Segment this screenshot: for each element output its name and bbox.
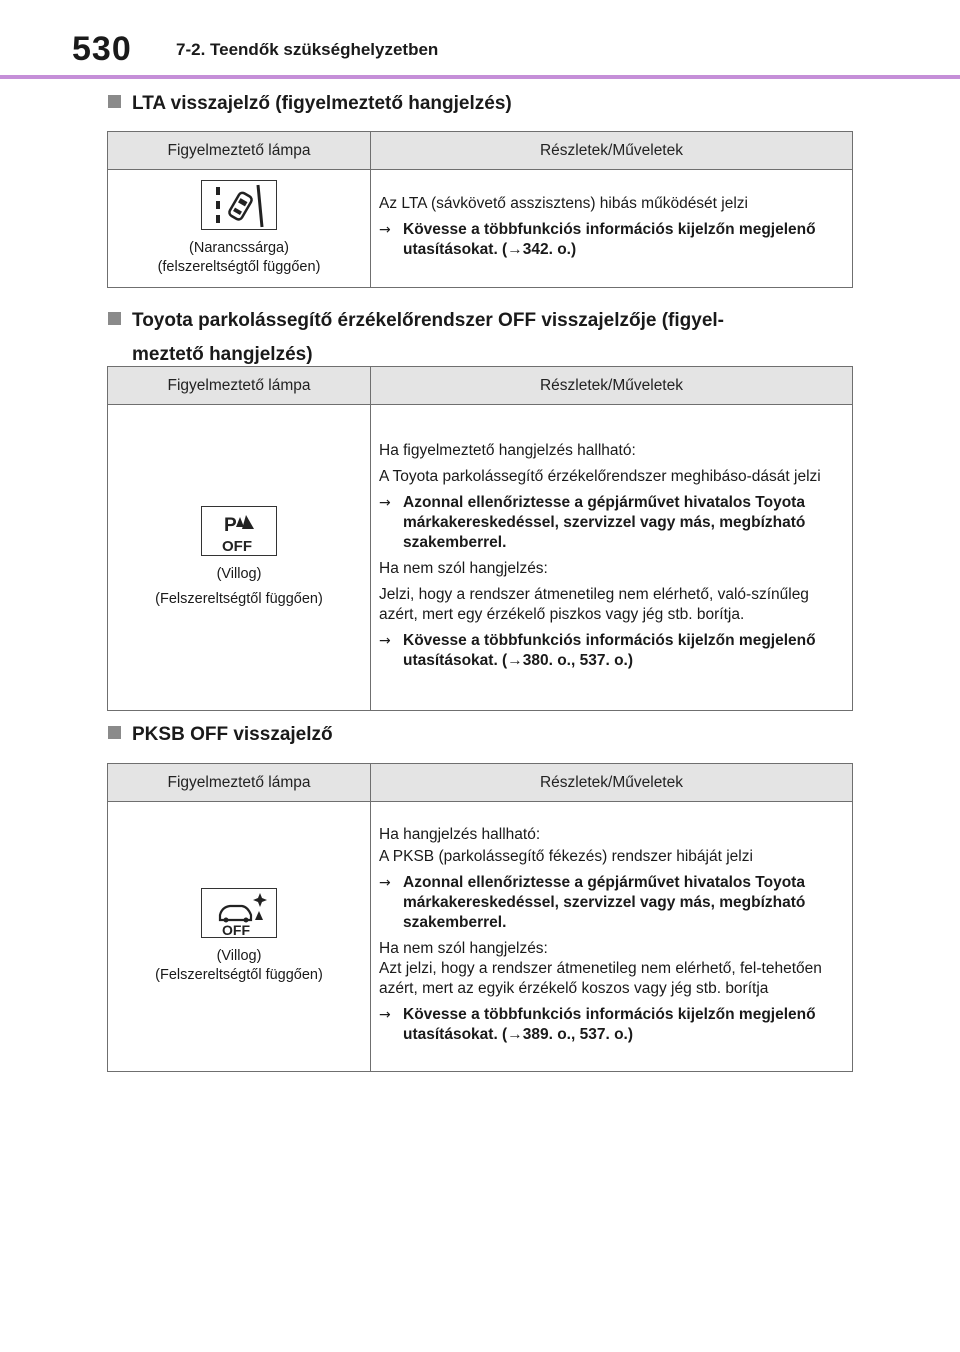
lamp-caption-color: (Narancssárga)	[189, 240, 289, 256]
detail-text: Az LTA (sávkövető asszisztens) hibás működését jelzi	[379, 194, 748, 212]
lamp-caption-blink: (Villog)	[216, 948, 262, 964]
page-number: 530	[72, 30, 132, 68]
lamp-caption-equipment: (Felszereltségtől függően)	[155, 591, 323, 607]
bullet-square-icon	[108, 312, 121, 325]
column-header-details: Részletek/Műveletek	[371, 764, 853, 802]
arrow-icon: →	[379, 221, 391, 238]
arrow-icon: →	[379, 874, 391, 891]
column-header-details: Részletek/Műveletek	[371, 132, 853, 170]
detail-text: Ha nem szól hangjelzés:	[379, 559, 548, 577]
svg-text:P: P	[224, 515, 237, 536]
detail-text: Azt jelzi, hogy a rendszer átmenetileg nem elérhető, fel-tehetően azért, mert az egyik érzékelő koszos vagy jég stb. borítja	[379, 959, 822, 997]
lamp-caption-blink: (Villog)	[216, 566, 262, 582]
heading-pksb: PKSB OFF visszajelző	[108, 718, 333, 752]
action-item: → Kövesse a többfunkciós információs kijelzőn megjelenő utasításokat. (→389. o., 537. o.)	[379, 1005, 816, 1043]
table-header-row	[108, 367, 853, 405]
svg-text:OFF: OFF	[222, 538, 252, 555]
header-divider	[0, 75, 960, 79]
page-reference: 389. o., 537. o.)	[522, 1025, 634, 1043]
table-header-row	[108, 132, 853, 170]
action-item: → Kövesse a többfunkciós információs kijelzőn megjelenő utasításokat. (→380. o., 537. o.)	[379, 631, 816, 669]
bullet-square-icon	[108, 726, 121, 739]
page-reference: 342. o.)	[522, 240, 577, 258]
table-row	[108, 802, 853, 1072]
table-row	[108, 170, 853, 288]
table-header-row	[108, 764, 853, 802]
arrow-icon: →	[379, 1006, 391, 1023]
page-header	[0, 0, 960, 78]
pksb-off-icon	[201, 888, 277, 938]
detail-text: Ha hangjelzés hallható:	[379, 825, 541, 843]
column-header-details: Részletek/Műveletek	[371, 367, 853, 405]
section-title: 7-2. Teendők szükséghelyzetben	[176, 40, 439, 59]
lamp-cell	[108, 405, 371, 711]
detail-cell	[371, 405, 853, 711]
page-reference: 380. o., 537. o.)	[522, 651, 634, 669]
detail-cell	[371, 802, 853, 1072]
detail-text: A PKSB (parkolássegítő fékezés) rendszer hibáját jelzi	[379, 847, 753, 865]
column-header-lamp: Figyelmeztető lámpa	[108, 367, 371, 405]
table-pksb	[107, 763, 853, 1072]
detail-cell	[371, 170, 853, 288]
action-item: → Kövesse a többfunkciós információs kijelzőn megjelenő utasításokat. (→342. o.)	[379, 220, 816, 258]
column-header-lamp: Figyelmeztető lámpa	[108, 132, 371, 170]
table-lta	[107, 131, 853, 288]
detail-text: A Toyota parkolássegítő érzékelőrendszer meghibáso-dását jelzi	[379, 467, 821, 485]
heading-parking-sensor: Toyota parkolássegítő érzékelőrendszer OFF visszajelzője (figyel- meztető hangjelzés)	[108, 304, 724, 372]
lane-departure-icon	[201, 180, 277, 230]
table-parking-sensor	[107, 366, 853, 711]
arrow-icon: →	[379, 494, 391, 511]
column-header-lamp: Figyelmeztető lámpa	[108, 764, 371, 802]
action-item: → Azonnal ellenőriztesse a gépjárművet hivatalos Toyota márkakereskedéssel, szervizzel vagy más, megbízható szakemberrel.	[379, 873, 806, 931]
lamp-cell	[108, 170, 371, 288]
detail-text: Jelzi, hogy a rendszer átmenetileg nem elérhető, való-színűleg azért, mert egy érzékelő piszkos vagy jég stb. borítja.	[379, 585, 809, 623]
heading-lta: LTA visszajelző (figyelmeztető hangjelzés)	[108, 87, 512, 121]
arrow-icon: →	[379, 632, 391, 649]
bullet-square-icon	[108, 95, 121, 108]
action-item: → Azonnal ellenőriztesse a gépjárművet hivatalos Toyota márkakereskedéssel, szervizzel vagy más, megbízható szakemberrel.	[379, 493, 806, 551]
detail-text: Ha nem szól hangjelzés:	[379, 939, 548, 957]
detail-text: Ha figyelmeztető hangjelzés hallható:	[379, 441, 636, 459]
lamp-cell	[108, 802, 371, 1072]
lamp-caption-equipment: (felszereltségtől függően)	[157, 259, 321, 275]
table-row	[108, 405, 853, 711]
svg-text:OFF: OFF	[222, 922, 250, 938]
parking-sensor-off-icon	[201, 506, 277, 556]
lamp-caption-equipment: (Felszereltségtől függően)	[155, 967, 323, 983]
